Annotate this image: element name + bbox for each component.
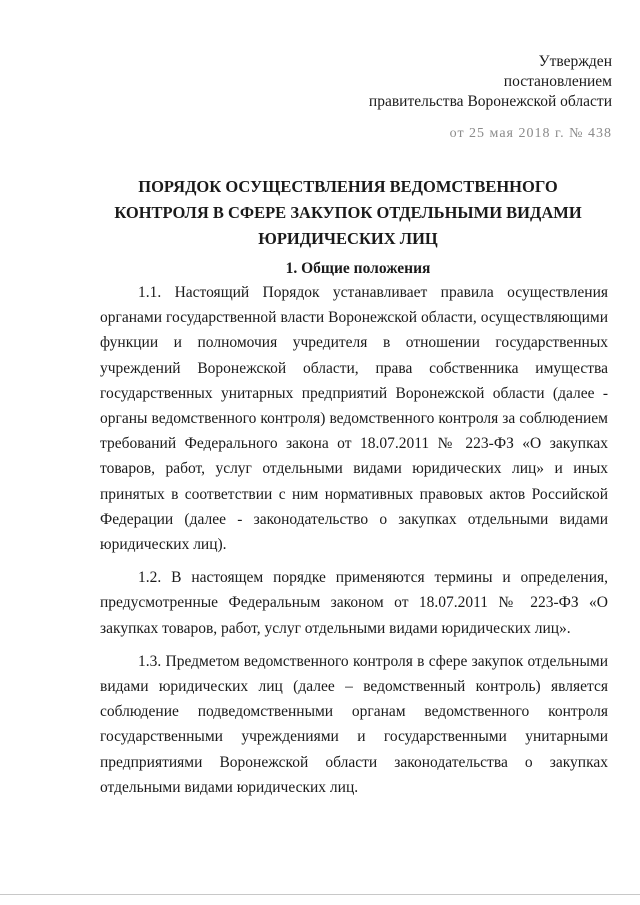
approval-line-2: постановлением — [503, 73, 612, 90]
approval-line-3: правительства Воронежской области — [368, 93, 612, 110]
document-title: ПОРЯДОК ОСУЩЕСТВЛЕНИЯ ВЕДОМСТВЕННОГО КОНТРОЛЯ В СФЕРЕ ЗАКУПОК ОТДЕЛЬНЫМИ ВИДАМИ ЮРИДИЧЕСКИХ ЛИЦ — [114, 177, 582, 248]
document-body — [100, 280, 608, 800]
paragraph-1-1: 1.1. Настоящий Порядок устанавливает правила осуществления органами государственной власти Воронежской области, осуществляющими функции и полномочия учредителя в отношении государственных учреждений Воронежской области, права собственника имущества государственных унитарных предприятий Воронежской области (далее - органы ведомственного контроля) ведомственного контроля за соблюдением требований Федерального закона от 18.07.2011 № 223-ФЗ «О закупках товаров, работ, услуг отдельными видами юридических лиц» и иных принятых в соответствии с ним нормативных правовых актов Российской Федерации (далее - законодательство о закупках отдельными видами юридических лиц). — [100, 284, 608, 554]
page-bottom-edge — [0, 894, 640, 895]
section-heading: 1. Общие положения — [285, 260, 431, 277]
approval-line-1: Утвержден — [538, 53, 612, 70]
approval-date-stamp: от 25 мая 2018 г. № 438 — [449, 126, 612, 141]
paragraph-1-3: 1.3. Предметом ведомственного контроля в сфере закупок отдельными видами юридических лиц (далее – ведомственный контроль) является соблюдение подведомственными органам ведомственного контроля государственными учреждениями и государственными унитарными предприятиями Воронежской области законодательства о закупках отдельными видами юридических лиц. — [100, 652, 608, 796]
approval-block — [369, 52, 612, 144]
paragraph-1-2: 1.2. В настоящем порядке применяются термины и определения, предусмотренные Федеральным законом от 18.07.2011 № 223-ФЗ «О закупках товаров, работ, услуг отдельными видами юридических лиц». — [100, 569, 608, 637]
